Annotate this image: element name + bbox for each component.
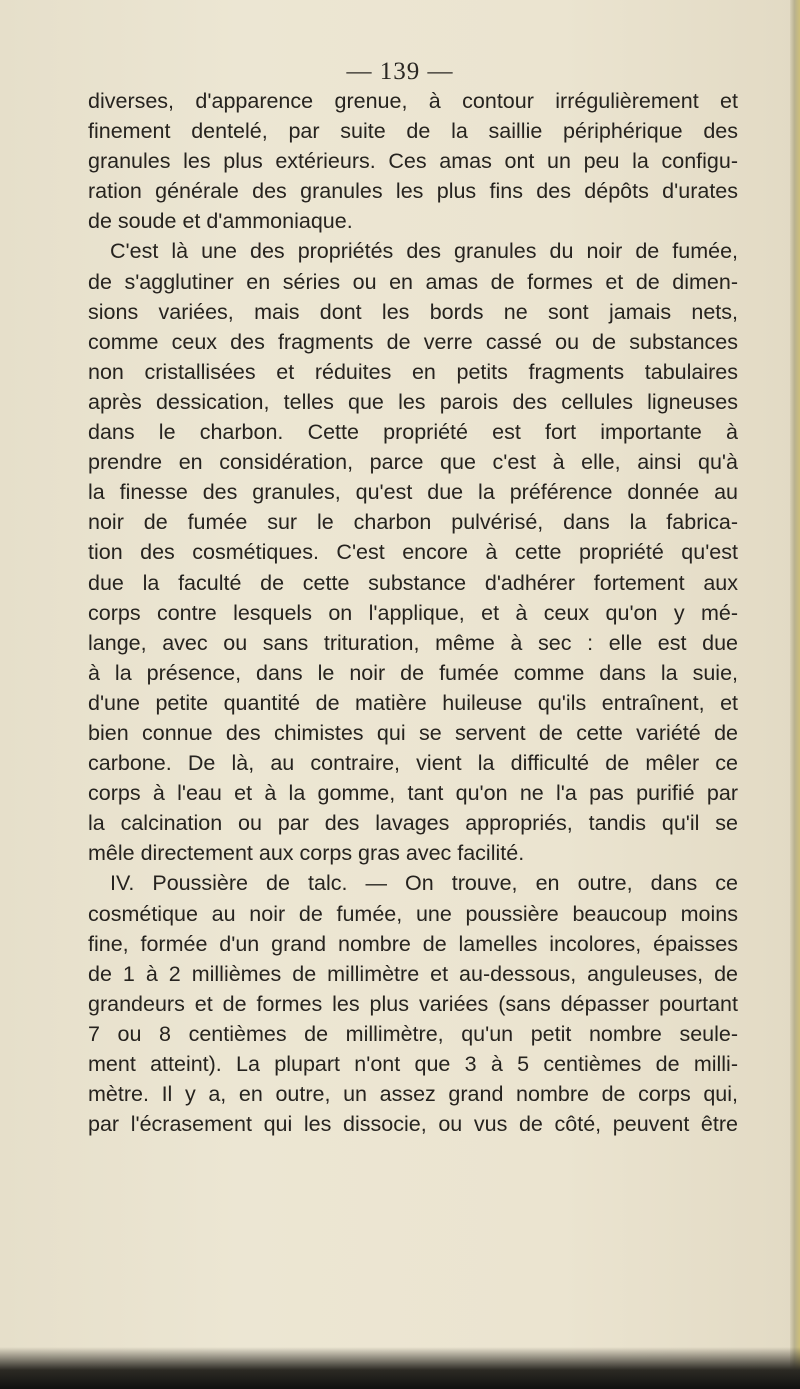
page-number-header: — 139 —	[346, 58, 454, 85]
text-line: de s'agglutiner en séries ou en amas de formes et de dimen-	[88, 269, 738, 294]
text-line: bien connue des chimistes qui se servent de cette variété de	[88, 720, 738, 745]
text-line: sions variées, mais dont les bords ne sont jamais nets,	[88, 299, 738, 324]
text-line: mêle directement aux corps gras avec facilité.	[88, 841, 525, 866]
text-line: la calcination ou par des lavages appropriés, tandis qu'il se	[88, 811, 738, 836]
text-line: carbone. De là, au contraire, vient la difficulté de mêler ce	[88, 751, 738, 776]
text-line: de soude et d'ammoniaque.	[88, 209, 353, 234]
text-line: cosmétique au noir de fumée, une poussière beaucoup moins	[88, 901, 738, 926]
text-line: granules les plus extérieurs. Ces amas ont un peu la configu-	[88, 149, 738, 174]
text-line: dans le charbon. Cette propriété est fort importante à	[88, 420, 738, 445]
text-line: d'une petite quantité de matière huileuse qu'ils entraînent, et	[88, 690, 738, 715]
text-line: non cristallisées et réduites en petits fragments tabulaires	[88, 359, 738, 384]
text-line: diverses, d'apparence grenue, à contour irrégulièrement et	[88, 89, 738, 113]
text-line: IV. Poussière de talc. — On trouve, en outre, dans ce	[110, 871, 738, 896]
page-edge-bottom	[0, 1347, 800, 1389]
page-edge-right	[790, 0, 800, 1389]
text-line: corps à l'eau et à la gomme, tant qu'on ne l'a pas purifié par	[88, 781, 738, 806]
text-line: comme ceux des fragments de verre cassé ou de substances	[88, 329, 738, 354]
text-line: 7 ou 8 centièmes de millimètre, qu'un petit nombre seule-	[88, 1021, 738, 1046]
text-line: mètre. Il y a, en outre, un assez grand nombre de corps qui,	[88, 1082, 738, 1107]
text-line: C'est là une des propriétés des granules du noir de fumée,	[110, 239, 738, 264]
text-line: par l'écrasement qui les dissocie, ou vus de côté, peuvent être	[88, 1112, 738, 1137]
text-line: due la faculté de cette substance d'adhérer fortement aux	[88, 570, 738, 595]
text-line: ment atteint). La plupart n'ont que 3 à 5 centièmes de milli-	[88, 1052, 738, 1076]
body-text	[88, 86, 738, 1139]
text-line: noir de fumée sur le charbon pulvérisé, dans la fabrica-	[88, 510, 738, 535]
text-line: tion des cosmétiques. C'est encore à cette propriété qu'est	[88, 540, 738, 565]
text-line: après dessication, telles que les parois des cellules ligneuses	[88, 389, 738, 414]
text-line: prendre en considération, parce que c'est à elle, ainsi qu'à	[88, 450, 738, 475]
text-line: corps contre lesquels on l'applique, et à ceux qu'on y mé-	[88, 600, 738, 625]
text-line: lange, avec ou sans trituration, même à sec : elle est due	[88, 630, 738, 655]
text-line: de 1 à 2 millièmes de millimètre et au-dessous, anguleuses, de	[88, 961, 738, 986]
text-line: grandeurs et de formes les plus variées (sans dépasser pourtant	[88, 991, 738, 1016]
text-line: fine, formée d'un grand nombre de lamelles incolores, épaisses	[88, 931, 738, 956]
text-line: à la présence, dans le noir de fumée comme dans la suie,	[88, 660, 738, 685]
text-line: la finesse des granules, qu'est due la préférence donnée au	[88, 480, 738, 505]
text-line: ration générale des granules les plus fins des dépôts d'urates	[88, 179, 738, 204]
text-line: finement dentelé, par suite de la saillie périphérique des	[88, 119, 738, 144]
